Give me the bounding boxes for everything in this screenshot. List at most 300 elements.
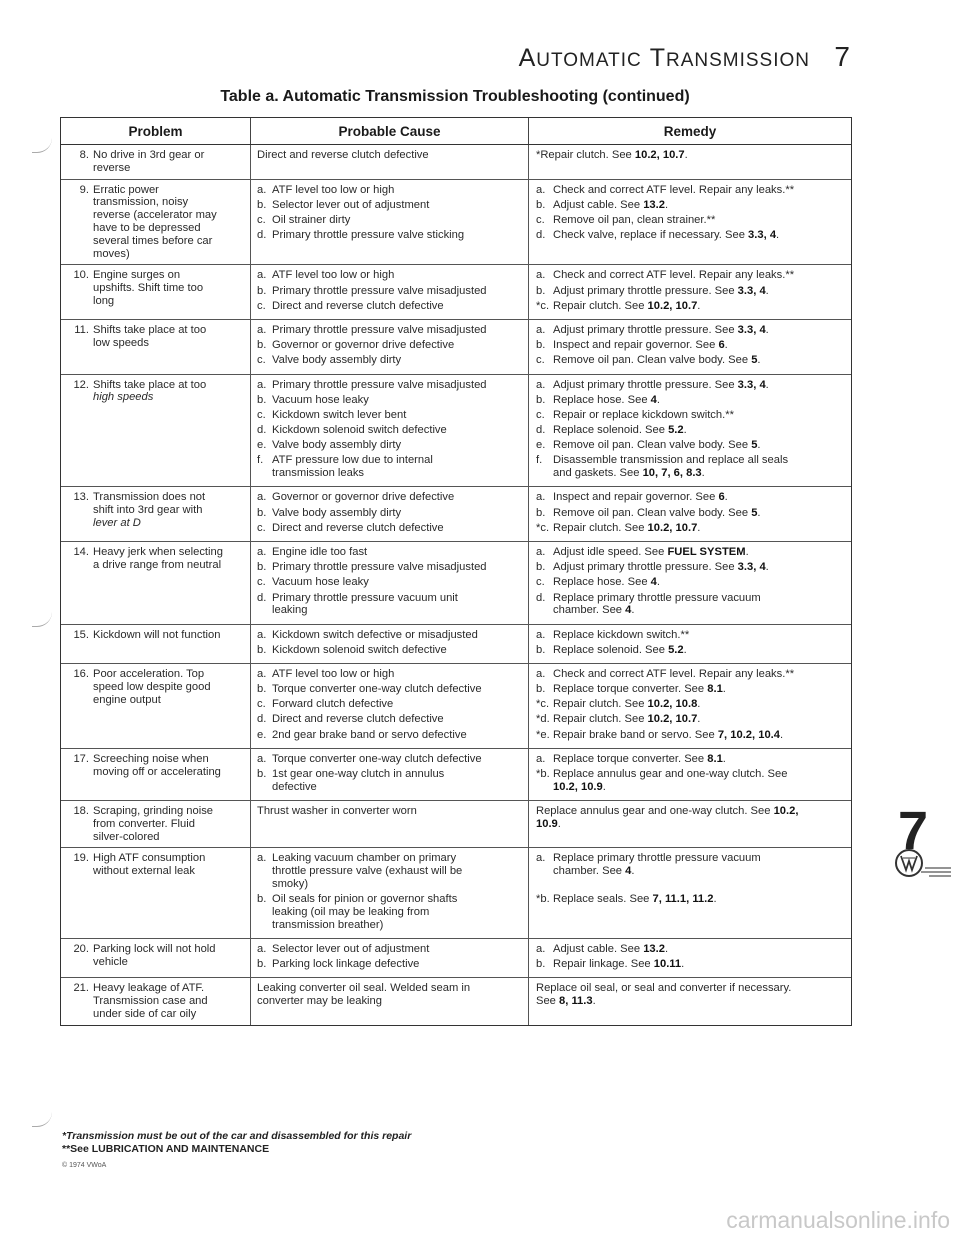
cause-letter: d. <box>257 424 267 437</box>
remedy-letter: b. <box>536 643 546 656</box>
table-row <box>61 848 851 939</box>
remedy-text: Remove oil pan. Clean valve body. See <box>553 354 752 367</box>
cause-cell <box>251 145 529 179</box>
cause-text: Primary throttle pressure valve misadjusted <box>272 561 487 574</box>
remedy-cell <box>529 265 851 319</box>
problem-number: 10. <box>73 269 89 282</box>
remedy-text-end: . <box>697 713 701 726</box>
remedy-text-end: . <box>722 683 726 696</box>
problem-text: Parking lock will not hold vehicle <box>93 942 216 968</box>
remedy-item <box>536 324 847 337</box>
remedy-text-end: . <box>697 521 701 534</box>
remedy-text: Repair brake band or servo. See <box>553 728 718 741</box>
section-reference: 13.2 <box>643 942 665 955</box>
cause-item <box>257 184 524 197</box>
cause-item <box>257 629 524 642</box>
problem-text-block <box>93 668 246 744</box>
section-reference: 3.3, 4 <box>748 229 777 242</box>
remedy-item <box>536 698 847 711</box>
cause-text: Primary throttle pressure valve misadjusted <box>272 323 487 336</box>
remedy-text-end: . <box>697 299 701 312</box>
remedy-text-block <box>553 592 847 618</box>
cause-letter: a. <box>257 323 267 336</box>
cause-letter: a. <box>257 628 267 641</box>
remedy-text-end: . <box>722 752 726 765</box>
remedy-text: Repair clutch. See <box>553 713 648 726</box>
column-header-cause: Probable Cause <box>251 118 529 144</box>
problem-text: Heavy jerk when selecting a drive range from neutral <box>93 545 223 571</box>
problem-cell <box>61 320 251 374</box>
cause-letter: a. <box>257 852 267 865</box>
remedy-text-end: . <box>701 467 705 480</box>
cause-cell <box>251 664 529 748</box>
problem-text-block <box>93 852 246 934</box>
remedy-item <box>536 424 847 437</box>
cause-cell <box>251 320 529 374</box>
section-reference: 4 <box>625 604 632 617</box>
remedy-text-block <box>553 324 847 337</box>
problem-text: Screeching noise when moving off or accelerating <box>93 752 221 778</box>
cause-item <box>257 852 524 890</box>
section-reference: 5.2 <box>668 643 684 656</box>
cause-text: Direct and reverse clutch defective <box>272 713 444 726</box>
remedy-letter: a. <box>536 752 546 765</box>
table-row <box>61 939 851 978</box>
remedy-text-block <box>553 354 847 367</box>
table-row <box>61 625 851 664</box>
cause-text: Oil seals for pinion or governor shafts leaking (oil may be leaking from transmission breather) <box>272 893 458 931</box>
section-reference: 5 <box>751 506 758 519</box>
problem-number: 16. <box>73 667 89 680</box>
remedy-letter: c. <box>536 213 545 226</box>
problem-text: Shifts take place at too <box>93 378 207 391</box>
section-reference: 7, 11.1, 11.2 <box>652 893 714 906</box>
cause-item <box>257 561 524 574</box>
remedy-text: Check valve, replace if necessary. See <box>553 229 749 242</box>
cause-item <box>257 409 524 422</box>
cause-letter: d. <box>257 229 267 242</box>
problem-number: 13. <box>73 491 89 504</box>
problem-cell <box>61 265 251 319</box>
page-header-title: AUTOMATIC TRANSMISSION <box>518 44 810 72</box>
problem-cell <box>61 487 251 541</box>
cause-text: ATF pressure low due to internal transmission leaks <box>272 454 433 480</box>
cause-item <box>257 644 524 657</box>
remedy-text-end: . <box>765 561 769 574</box>
problem-text: Engine surges on upshifts. Shift time too long <box>93 269 204 307</box>
cause-item <box>257 592 524 618</box>
cause-cell <box>251 265 529 319</box>
cause-letter: b. <box>257 339 267 352</box>
problem-text-block <box>93 379 246 483</box>
cause-text: Primary throttle pressure valve sticking <box>272 229 465 242</box>
remedy-text: Replace primary throttle pressure vacuum chamber. See <box>553 591 761 617</box>
remedy-item <box>536 576 847 589</box>
remedy-letter: a. <box>536 545 546 558</box>
remedy-item <box>536 713 847 726</box>
remedy-text-end: . <box>765 284 769 297</box>
remedy-text-end: . <box>664 942 669 955</box>
binder-mark <box>32 138 52 153</box>
remedy-text-block <box>553 958 847 971</box>
remedy-text: Repair or replace kickdown switch.** <box>553 408 734 421</box>
remedy-item <box>536 644 847 657</box>
cause-letter: f. <box>257 454 264 467</box>
remedy-text: *Repair clutch. See <box>536 149 635 161</box>
section-reference: 10.2, 10.7 <box>647 299 698 312</box>
cause-item <box>257 491 524 504</box>
remedy-item <box>536 439 847 452</box>
cause-letter: a. <box>257 378 267 391</box>
footnote-disassembly: *Transmission must be out of the car and disassembled for this repair <box>62 1130 412 1142</box>
section-reference: 3.3, 4 <box>737 378 766 391</box>
section-reference: 8, 11.3 <box>559 995 593 1008</box>
problem-text: High ATF consumption without external leak <box>93 852 206 878</box>
remedy-cell <box>529 180 851 265</box>
remedy-text: Replace annulus gear and one-way clutch. See <box>536 805 774 818</box>
remedy-text: Adjust primary throttle pressure. See <box>553 323 738 336</box>
cause-letter: b. <box>257 198 267 211</box>
cause-item <box>257 439 524 452</box>
cause-text: Kickdown switch defective or misadjusted <box>272 628 478 641</box>
cause-item <box>257 507 524 520</box>
cause-text: 1st gear one-way clutch in annulus defective <box>272 768 445 793</box>
remedy-item <box>536 379 847 392</box>
cause-text: Primary throttle pressure valve misadjusted <box>272 284 487 297</box>
remedy-text: Replace hose. See <box>553 393 651 406</box>
binder-mark <box>32 1112 52 1127</box>
cause-letter: b. <box>257 393 267 406</box>
remedy-text-end: . <box>592 995 596 1008</box>
remedy-text-block <box>553 491 847 504</box>
remedy-text: Adjust cable. See <box>553 942 644 955</box>
cause-text: ATF level too low or high <box>272 269 395 282</box>
remedy-letter: a. <box>536 628 546 641</box>
remedy-cell <box>529 375 851 487</box>
remedy-letter: c. <box>536 354 545 367</box>
cause-item <box>257 522 524 535</box>
remedy-item <box>536 214 847 227</box>
problem-cell <box>61 939 251 977</box>
remedy-item <box>536 522 847 535</box>
remedy-letter: a. <box>536 323 546 336</box>
remedy-item <box>536 491 847 504</box>
column-header-problem: Problem <box>61 118 251 144</box>
cause-text: Valve body assembly dirty <box>272 354 402 367</box>
remedy-text-block <box>536 149 847 162</box>
remedy-item <box>536 269 847 282</box>
problem-number: 9. <box>79 183 89 196</box>
remedy-text: Replace torque converter. See <box>553 683 708 696</box>
cause-text: ATF level too low or high <box>272 667 395 680</box>
remedy-text-block <box>553 214 847 227</box>
problem-number: 21. <box>73 982 89 995</box>
section-reference: 10.2, 10.9 <box>536 805 799 830</box>
remedy-cell <box>529 664 851 748</box>
cause-item <box>257 214 524 227</box>
table-row <box>61 542 851 625</box>
remedy-text-block <box>536 805 847 831</box>
cause-text: Selector lever out of adjustment <box>272 198 430 211</box>
remedy-text-end: . <box>631 604 635 617</box>
remedy-text: Remove oil pan. Clean valve body. See <box>553 506 752 519</box>
cause-item <box>257 285 524 298</box>
remedy-letter: a. <box>536 667 546 680</box>
remedy-text-end: . <box>557 817 561 830</box>
remedy-text-block <box>553 229 847 242</box>
cause-text: Primary throttle pressure valve misadjusted <box>272 378 487 391</box>
cause-text: Valve body assembly dirty <box>272 439 402 452</box>
cause-item <box>257 753 524 766</box>
problem-text-block <box>93 982 246 1020</box>
section-reference: 10.2, 10.9 <box>553 780 603 793</box>
section-reference: 10.2, 10.7 <box>647 521 698 534</box>
remedy-item <box>536 409 847 422</box>
remedy-text: Check and correct ATF level. Repair any leaks.** <box>553 183 795 196</box>
cause-letter: c. <box>257 213 266 226</box>
cause-text: 2nd gear brake band or servo defective <box>272 728 467 741</box>
remedy-text-block <box>553 184 847 197</box>
remedy-text-end: . <box>681 958 685 971</box>
remedy-item <box>536 683 847 696</box>
cause-text: Valve body assembly dirty <box>272 506 402 519</box>
problem-text: Poor acceleration. Top speed low despite good engine output <box>93 667 211 706</box>
remedy-item <box>536 943 847 956</box>
remedy-text-end: . <box>724 491 728 504</box>
remedy-text: Replace solenoid. See <box>553 643 669 656</box>
remedy-text: Replace oil seal, or seal and converter if necessary. See <box>536 982 792 1008</box>
remedy-cell <box>529 801 851 847</box>
cause-cell <box>251 625 529 663</box>
problem-cell <box>61 180 251 265</box>
remedy-text-end: . <box>765 323 769 336</box>
problem-text-block <box>93 324 246 370</box>
remedy-item <box>536 561 847 574</box>
remedy-letter: d. <box>536 229 546 242</box>
remedy-letter: *b. <box>536 893 550 906</box>
cause-item <box>257 339 524 352</box>
cause-cell <box>251 749 529 800</box>
remedy-letter: a. <box>536 269 546 282</box>
remedy-letter: b. <box>536 683 546 696</box>
cause-letter: c. <box>257 521 266 534</box>
remedy-text-end: . <box>664 198 669 211</box>
remedy-text-end: . <box>684 149 688 161</box>
remedy-item <box>536 199 847 212</box>
remedy-letter: a. <box>536 942 546 955</box>
cause-text: Kickdown switch lever bent <box>272 408 407 421</box>
cause-item <box>257 379 524 392</box>
problem-number: 17. <box>73 752 89 765</box>
cause-item <box>257 300 524 313</box>
problem-text: Kickdown will not function <box>93 628 221 641</box>
remedy-cell <box>529 939 851 977</box>
cause-letter: b. <box>257 643 267 656</box>
cause-text: Torque converter one-way clutch defective <box>272 752 482 765</box>
cause-cell <box>251 801 529 847</box>
cause-letter: b. <box>257 561 267 574</box>
problem-cell <box>61 625 251 663</box>
problem-cell <box>61 801 251 847</box>
cause-item <box>257 454 524 480</box>
remedy-letter: b. <box>536 339 546 352</box>
remedy-item <box>536 629 847 642</box>
remedy-text: Check and correct ATF level. Repair any leaks.** <box>553 269 795 282</box>
cause-cell <box>251 939 529 977</box>
problem-text: Shifts take place at too low speeds <box>93 323 207 349</box>
remedy-text-block <box>553 269 847 282</box>
table-row <box>61 145 851 180</box>
cause-item <box>257 269 524 282</box>
section-reference: 5 <box>751 439 758 452</box>
remedy-text-block <box>553 339 847 352</box>
problem-cell <box>61 542 251 624</box>
remedy-text-block <box>553 768 847 794</box>
remedy-text-block <box>553 300 847 313</box>
footnote-lubrication: **See LUBRICATION AND MAINTENANCE <box>62 1143 270 1155</box>
problem-cell <box>61 375 251 487</box>
remedy-letter: a. <box>536 491 546 504</box>
problem-text: Transmission does not shift into 3rd gear with <box>93 491 206 517</box>
table-row <box>61 265 851 320</box>
remedy-text: Replace annulus gear and one-way clutch. See <box>553 768 788 781</box>
remedy-cell <box>529 320 851 374</box>
cause-item <box>257 324 524 337</box>
cause-letter: b. <box>257 768 267 781</box>
remedy-text: Inspect and repair governor. See <box>553 491 719 504</box>
remedy-item <box>536 507 847 520</box>
cause-text: Governor or governor drive defective <box>272 339 455 352</box>
cause-letter: a. <box>257 667 267 680</box>
remedy-text-block <box>553 668 847 681</box>
remedy-text: Adjust primary throttle pressure. See <box>553 378 738 391</box>
cause-cell <box>251 180 529 265</box>
cause-item <box>257 668 524 681</box>
remedy-text: Remove oil pan, clean strainer.** <box>553 213 716 226</box>
cause-item <box>257 729 524 742</box>
remedy-text-end: . <box>757 439 761 452</box>
cause-letter: e. <box>257 439 267 452</box>
remedy-text-block <box>553 379 847 392</box>
remedy-text: Replace seals. See <box>553 893 653 906</box>
cause-text: Primary throttle pressure vacuum unit leaking <box>272 591 458 617</box>
remedy-text-end: . <box>697 698 701 711</box>
cause-text: Forward clutch defective <box>272 698 394 711</box>
cause-item <box>257 698 524 711</box>
remedy-text-block <box>553 199 847 212</box>
cause-letter: b. <box>257 893 267 906</box>
problem-number: 12. <box>73 378 89 391</box>
remedy-letter: *b. <box>536 768 550 781</box>
remedy-item <box>536 394 847 407</box>
problem-number: 11. <box>74 323 89 336</box>
remedy-item <box>536 339 847 352</box>
remedy-text-block <box>553 394 847 407</box>
cause-text: Vacuum hose leaky <box>272 393 369 406</box>
problem-text: Heavy leakage of ATF. Transmission case and under side of car oily <box>93 982 208 1020</box>
cause-letter: a. <box>257 183 267 196</box>
cause-item <box>257 394 524 407</box>
remedy-text-block <box>553 424 847 437</box>
remedy-text: Replace torque converter. See <box>553 752 708 765</box>
cause-letter: b. <box>257 683 267 696</box>
remedy-item <box>536 592 847 618</box>
watermark-text: carmanualsonline.info <box>726 1207 950 1233</box>
section-reference: 3.3, 4 <box>737 323 766 336</box>
table-row <box>61 801 851 848</box>
cause-item <box>257 424 524 437</box>
problem-text-block <box>93 943 246 973</box>
problem-text-block <box>93 546 246 620</box>
cause-item <box>257 768 524 794</box>
section-reference: 8.1 <box>707 752 723 765</box>
remedy-text-block <box>553 439 847 452</box>
troubleshooting-table <box>60 117 852 1026</box>
section-reference: 3.3, 4 <box>737 561 766 574</box>
remedy-text-end: . <box>602 780 606 793</box>
remedy-text-end: . <box>757 506 761 519</box>
remedy-text-block <box>553 943 847 956</box>
table-row <box>61 180 851 266</box>
remedy-letter: e. <box>536 439 546 452</box>
remedy-text: Replace primary throttle pressure vacuum chamber. See <box>553 852 761 878</box>
section-reference: 8.1 <box>707 683 723 696</box>
remedy-item <box>536 300 847 313</box>
remedy-text-end: . <box>656 576 660 589</box>
cause-cell <box>251 978 529 1024</box>
problem-cell <box>61 978 251 1024</box>
page-number: 7 <box>834 41 850 72</box>
remedy-text-end: . <box>683 424 687 437</box>
vw-logo-icon <box>893 846 953 887</box>
cause-text: Oil strainer dirty <box>272 213 351 226</box>
remedy-text: Replace hose. See <box>553 576 651 589</box>
section-reference: 7, 10.2, 10.4 <box>717 728 781 741</box>
remedy-text-end: . <box>757 354 761 367</box>
remedy-letter: a. <box>536 183 546 196</box>
remedy-text: Adjust cable. See <box>553 198 644 211</box>
remedy-letter: d. <box>536 424 546 437</box>
problem-text-block <box>93 269 246 315</box>
remedy-text: Adjust primary throttle pressure. See <box>553 284 738 297</box>
remedy-text: Repair clutch. See <box>553 299 648 312</box>
remedy-item <box>536 753 847 766</box>
remedy-letter: *c. <box>536 521 550 534</box>
cause-letter: a. <box>257 752 267 765</box>
remedy-text-block <box>553 576 847 589</box>
remedy-letter: *c. <box>536 299 550 312</box>
remedy-text: Replace solenoid. See <box>553 424 669 437</box>
cause-letter: b. <box>257 958 267 971</box>
problem-number: 14. <box>73 545 89 558</box>
problem-text-italic: lever at D <box>93 517 141 530</box>
problem-number: 20. <box>73 942 89 955</box>
cause-letter: b. <box>257 284 267 297</box>
table-row <box>61 320 851 375</box>
remedy-text: Replace kickdown switch.** <box>553 628 690 641</box>
problem-cell <box>61 848 251 938</box>
problem-cell <box>61 749 251 800</box>
table-row <box>61 664 851 749</box>
remedy-letter: *d. <box>536 713 550 726</box>
problem-text: Erratic power transmission, noisy reverse (accelerator may have to be depressed several times before car moves) <box>93 183 217 260</box>
section-reference: FUEL SYSTEM <box>667 545 746 558</box>
remedy-letter: b. <box>536 284 546 297</box>
problem-cell <box>61 664 251 748</box>
cause-letter: a. <box>257 545 267 558</box>
remedy-text-block <box>553 409 847 422</box>
remedy-text-end: . <box>780 728 784 741</box>
